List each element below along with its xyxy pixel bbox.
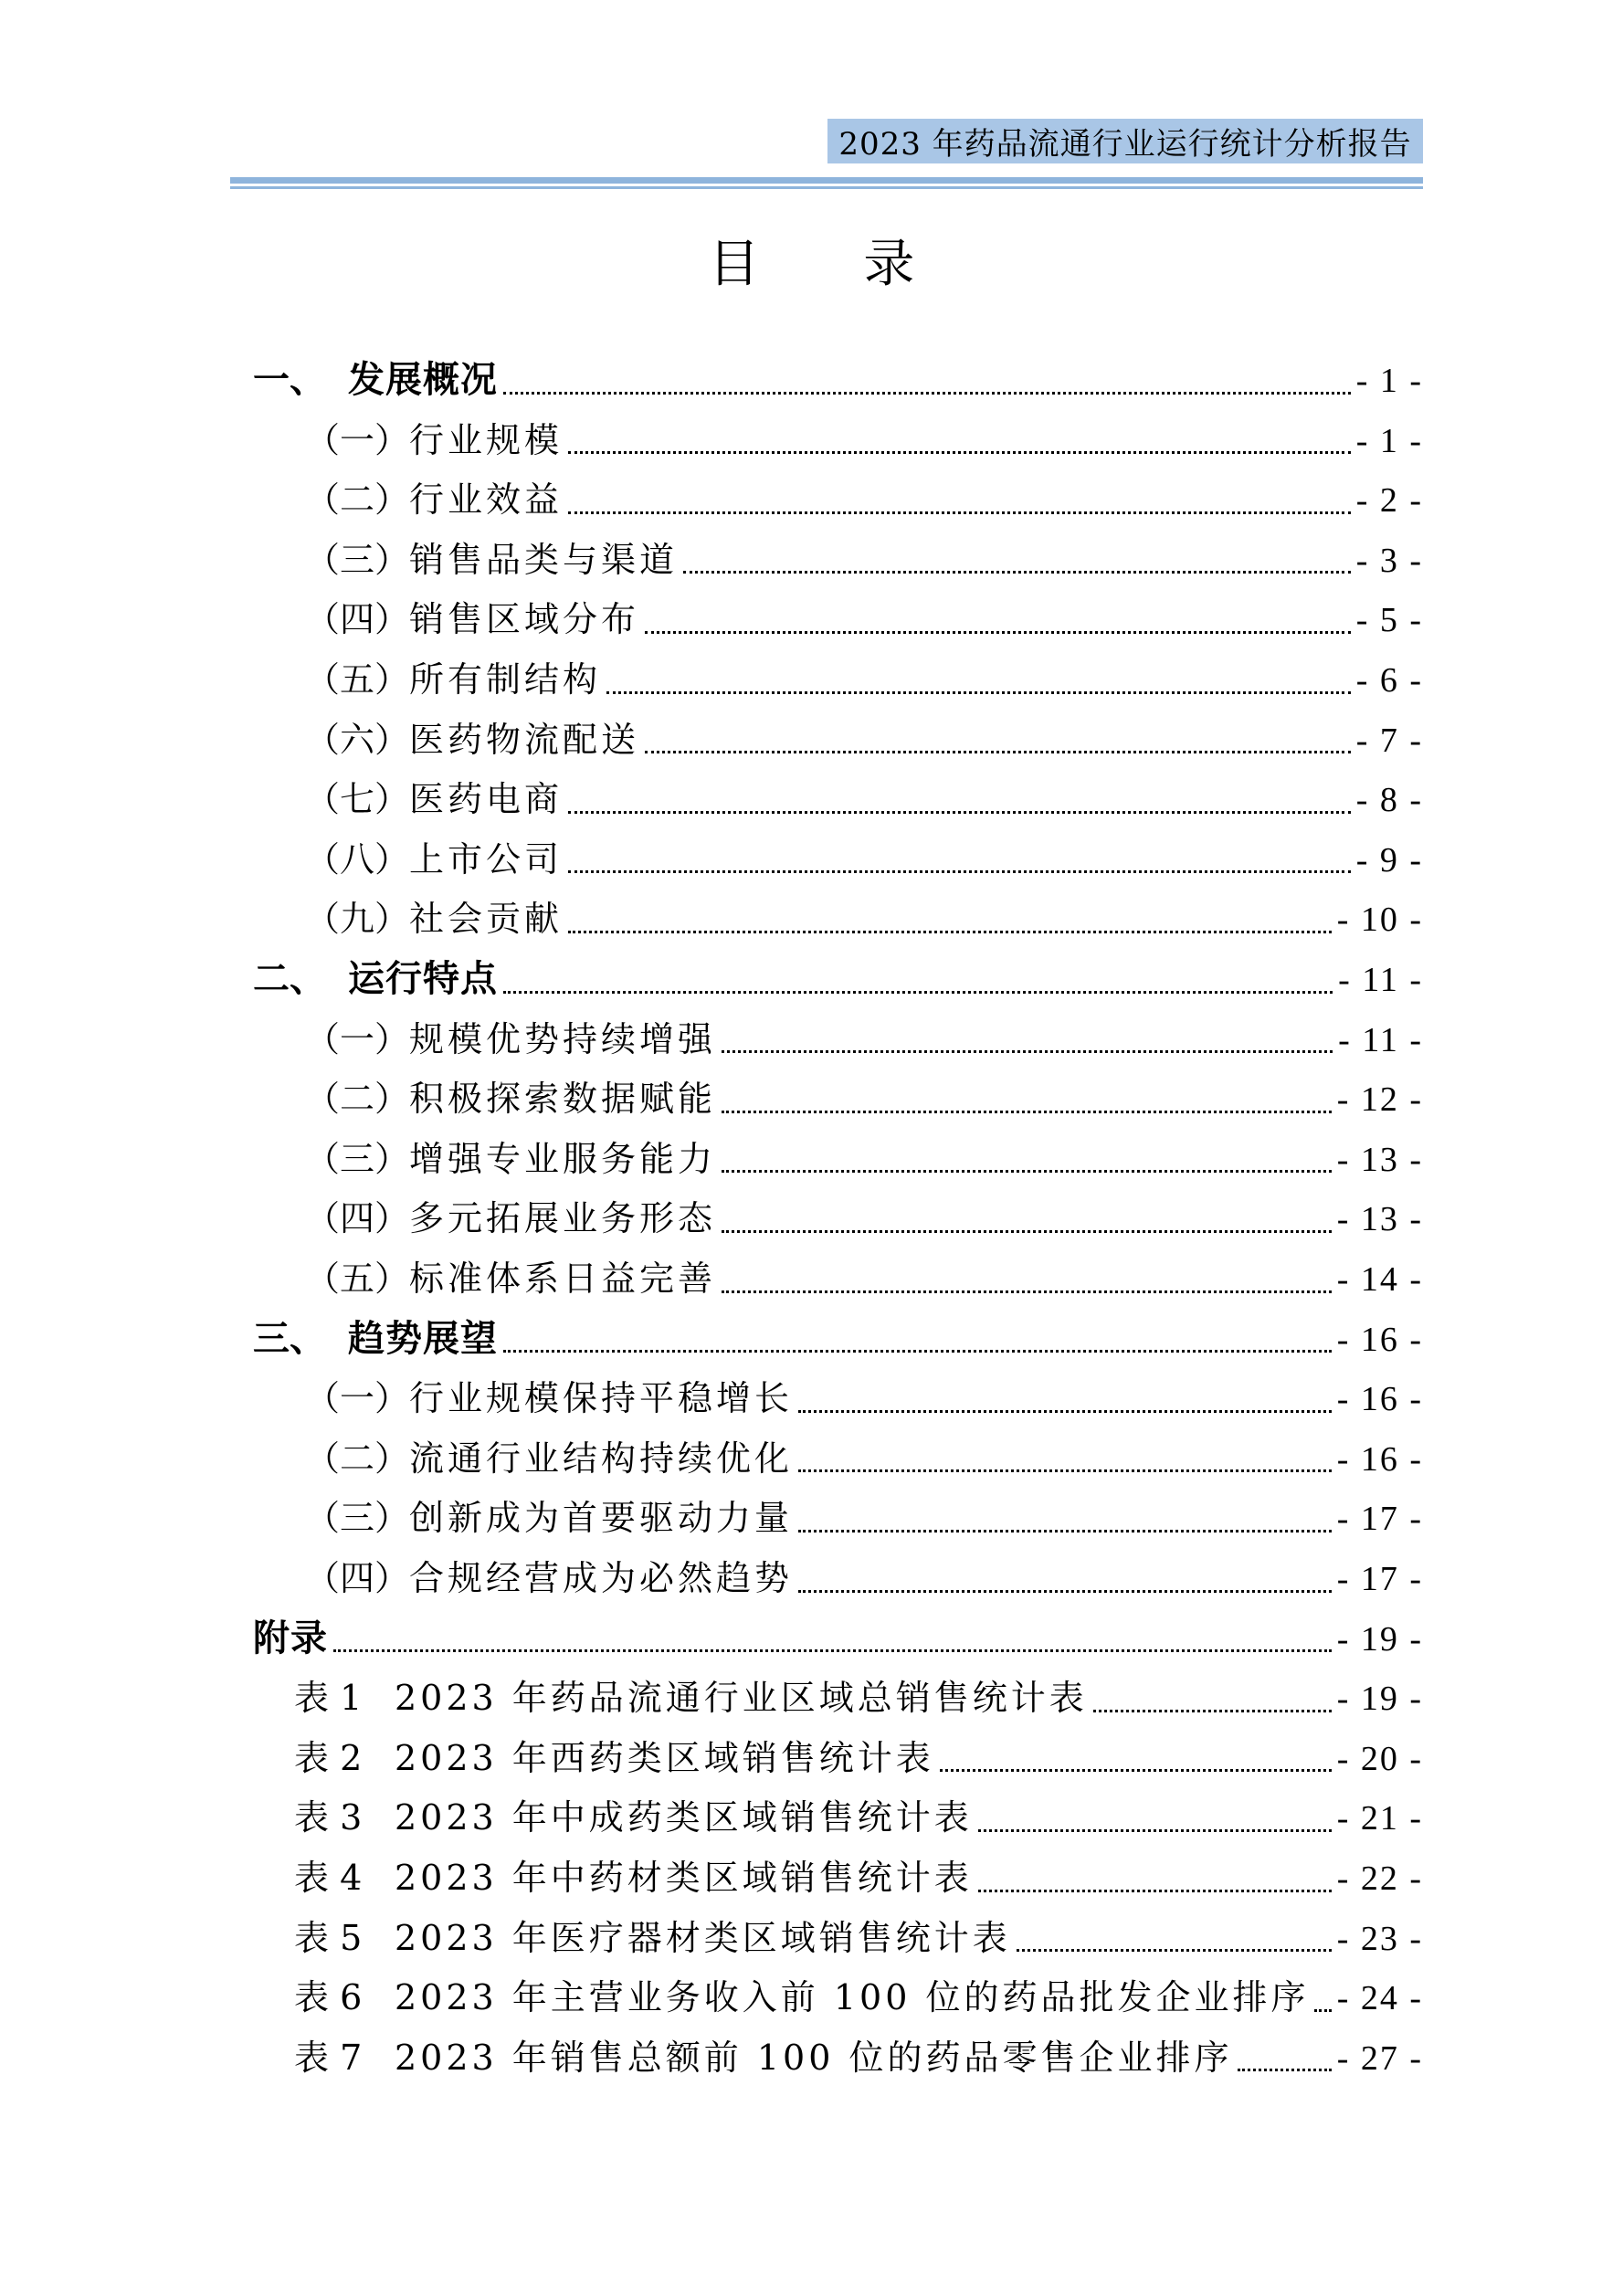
- toc-entry-page: - 17 -: [1336, 1560, 1423, 1598]
- toc-entry-label: 发展概况: [348, 359, 498, 401]
- toc-entry-number: 表 3: [294, 1797, 363, 1838]
- toc-entry-number: 二、: [253, 958, 326, 1000]
- toc-entry-number: （五）: [305, 1259, 410, 1299]
- toc-leader-dots: [978, 1829, 1332, 1832]
- toc-entry[interactable]: [305, 1251, 1423, 1306]
- toc-entry[interactable]: [305, 1490, 1423, 1545]
- toc-entry-number: 表 4: [294, 1858, 363, 1898]
- toc-leader-dots: [503, 392, 1351, 395]
- toc-entry-page: - 12 -: [1336, 1080, 1423, 1120]
- toc-leader-dots: [568, 451, 1351, 454]
- header-rule-thin: [230, 186, 1423, 189]
- toc-leader-dots: [645, 631, 1351, 634]
- toc-entry-page: - 2 -: [1355, 481, 1423, 521]
- toc-leader-dots: [606, 691, 1351, 694]
- toc-entry-number: （一）: [305, 1378, 410, 1419]
- toc-entry-number: （四）: [305, 1558, 410, 1598]
- toc-entry-page: - 16 -: [1336, 1380, 1423, 1419]
- toc-entry[interactable]: [305, 1431, 1423, 1486]
- toc-entry-label: 行业规模保持平稳增长: [409, 1378, 794, 1419]
- toc-entry-label: 医药电商: [409, 779, 564, 820]
- toc-entry-page: - 16 -: [1336, 1439, 1423, 1479]
- toc-leader-dots: [568, 511, 1351, 514]
- toc-leader-dots: [645, 751, 1351, 753]
- toc-entry-label: 积极探索数据赋能: [409, 1079, 717, 1120]
- toc-entry-label: 规模优势持续增强: [409, 1018, 717, 1059]
- toc-leader-dots: [503, 1350, 1332, 1353]
- toc-entry-page: - 14 -: [1336, 1260, 1423, 1299]
- toc-entry-page: - 11 -: [1338, 1020, 1423, 1059]
- toc-leader-dots: [568, 870, 1351, 873]
- toc-entry-label: 2023 年医疗器材类区域销售统计表: [395, 1917, 1011, 1958]
- toc-title: 目 录: [708, 235, 959, 294]
- toc-entry-number: （八）: [305, 838, 410, 879]
- toc-entry[interactable]: [294, 1670, 1423, 1725]
- toc-leader-dots: [940, 1769, 1332, 1772]
- toc-entry-page: - 21 -: [1336, 1799, 1423, 1838]
- toc-entry-page: - 22 -: [1336, 1859, 1423, 1898]
- toc-leader-dots: [1238, 2069, 1331, 2071]
- toc-entry-label: 行业效益: [409, 479, 564, 521]
- toc-entry-label: 多元拓展业务形态: [409, 1198, 717, 1239]
- toc-entry-label: 社会贡献: [409, 899, 564, 940]
- toc-entry-label: 所有制结构: [409, 659, 602, 700]
- toc-entry-number: （三）: [305, 1498, 410, 1539]
- toc-entry-page: - 6 -: [1355, 661, 1423, 700]
- toc-entry-page: - 7 -: [1355, 721, 1423, 760]
- toc-leader-dots: [798, 1590, 1332, 1593]
- toc-entry-page: - 27 -: [1336, 2038, 1423, 2078]
- toc-entry-label: 2023 年中成药类区域销售统计表: [395, 1797, 973, 1838]
- toc-entry-number: （四）: [305, 1198, 410, 1239]
- toc-entry[interactable]: [305, 1012, 1423, 1067]
- toc-entry-label: 2023 年主营业务收入前 100 位的药品批发企业排序: [395, 1977, 1310, 2018]
- toc-entry-label: 标准体系日益完善: [409, 1259, 717, 1299]
- toc-entry[interactable]: [253, 952, 1423, 1006]
- toc-leader-dots: [722, 1230, 1332, 1233]
- toc-leader-dots: [568, 931, 1332, 933]
- toc-entry-label: 增强专业服务能力: [409, 1138, 717, 1179]
- toc-entry-page: - 24 -: [1336, 1979, 1423, 2018]
- toc-entry-number: （四）: [305, 599, 410, 640]
- toc-leader-dots: [568, 811, 1351, 814]
- toc-entry[interactable]: [294, 1850, 1423, 1905]
- toc-entry[interactable]: [305, 1551, 1423, 1606]
- toc-entry-page: - 16 -: [1336, 1320, 1423, 1359]
- toc-entry[interactable]: [305, 413, 1423, 468]
- toc-entry-number: 表 1: [294, 1678, 363, 1719]
- toc-entry[interactable]: [294, 2030, 1423, 2085]
- toc-entry-label: 附录: [253, 1617, 328, 1659]
- toc-entry[interactable]: [305, 1132, 1423, 1186]
- toc-entry-label: 趋势展望: [348, 1317, 498, 1360]
- toc-leader-dots: [1017, 1949, 1332, 1952]
- toc-entry-label: 上市公司: [409, 838, 564, 879]
- toc-leader-dots: [722, 1111, 1332, 1113]
- toc-entry-label: 2023 年销售总额前 100 位的药品零售企业排序: [395, 2037, 1233, 2078]
- toc-entry-label: 2023 年药品流通行业区域总销售统计表: [395, 1678, 1088, 1719]
- toc-entry-number: （三）: [305, 539, 410, 580]
- toc-entry[interactable]: [305, 592, 1423, 647]
- toc-entry[interactable]: [305, 1071, 1423, 1126]
- toc-entry-number: 表 5: [294, 1917, 363, 1958]
- toc-entry-number: 表 2: [294, 1737, 363, 1778]
- toc-entry-page: - 5 -: [1355, 601, 1423, 640]
- toc-entry-label: 合规经营成为必然趋势: [409, 1558, 794, 1598]
- toc-leader-dots: [722, 1050, 1333, 1053]
- toc-entry-label: 销售区域分布: [409, 599, 640, 640]
- toc-entry-label: 销售品类与渠道: [409, 539, 679, 580]
- toc-leader-dots: [503, 991, 1333, 994]
- toc-entry-number: 表 7: [294, 2037, 363, 2078]
- toc-entry[interactable]: [305, 712, 1423, 767]
- toc-leader-dots: [798, 1469, 1332, 1472]
- toc-entry[interactable]: [253, 1311, 1423, 1366]
- toc-leader-dots: [722, 1170, 1332, 1173]
- toc-entry-page: - 3 -: [1355, 541, 1423, 580]
- toc-entry[interactable]: [305, 472, 1423, 527]
- toc-leader-dots: [683, 571, 1351, 574]
- toc-entry[interactable]: [305, 1371, 1423, 1426]
- toc-entry-number: 表 6: [294, 1977, 363, 2018]
- header-rule-thick: [230, 177, 1423, 184]
- toc-entry[interactable]: [294, 1970, 1423, 2025]
- toc-entry-page: - 20 -: [1336, 1739, 1423, 1778]
- toc-entry-number: 一、: [253, 359, 326, 401]
- toc-entry-number: （六）: [305, 719, 410, 760]
- toc-entry-number: （一）: [305, 419, 410, 460]
- toc-leader-dots: [1314, 2009, 1331, 2012]
- toc-entry-number: （三）: [305, 1138, 410, 1179]
- toc-entry-page: - 9 -: [1355, 840, 1423, 879]
- toc-entry-number: （一）: [305, 1018, 410, 1059]
- running-header: 2023 年药品流通行业运行统计分析报告: [827, 119, 1423, 163]
- toc-entry[interactable]: [294, 1911, 1423, 1965]
- toc-entry-page: - 11 -: [1338, 961, 1423, 999]
- toc-entry-label: 2023 年中药材类区域销售统计表: [395, 1858, 973, 1898]
- toc-leader-dots: [333, 1649, 1332, 1652]
- toc-entry-label: 创新成为首要驱动力量: [409, 1498, 794, 1539]
- toc-entry-number: （九）: [305, 899, 410, 940]
- toc-entry[interactable]: [305, 532, 1423, 587]
- toc-entry-number: （二）: [305, 1438, 410, 1479]
- toc-entry-page: - 19 -: [1336, 1680, 1423, 1719]
- toc-entry-number: 三、: [253, 1317, 326, 1360]
- toc-leader-dots: [798, 1410, 1332, 1413]
- toc-entry[interactable]: [305, 772, 1423, 827]
- toc-entry[interactable]: [253, 1611, 1423, 1666]
- toc-leader-dots: [978, 1890, 1332, 1892]
- toc-entry[interactable]: [305, 891, 1423, 946]
- toc-entry-page: - 1 -: [1355, 421, 1423, 460]
- toc-entry-page: - 13 -: [1336, 1140, 1423, 1179]
- toc-entry-number: （二）: [305, 479, 410, 521]
- toc-entry-page: - 13 -: [1336, 1200, 1423, 1239]
- toc-leader-dots: [1093, 1710, 1332, 1712]
- toc-entry-page: - 1 -: [1355, 362, 1423, 400]
- toc-entry-label: 行业规模: [409, 419, 564, 460]
- toc-entry-label: 流通行业结构持续优化: [409, 1438, 794, 1479]
- toc-entry-page: - 17 -: [1336, 1500, 1423, 1539]
- toc-leader-dots: [798, 1530, 1332, 1532]
- toc-leader-dots: [722, 1290, 1332, 1293]
- toc-entry[interactable]: [294, 1790, 1423, 1845]
- toc-entry[interactable]: [294, 1731, 1423, 1785]
- toc-entry-label: 2023 年西药类区域销售统计表: [395, 1737, 934, 1778]
- toc-entry[interactable]: [305, 1191, 1423, 1246]
- toc-entry-page: - 10 -: [1336, 900, 1423, 940]
- toc-entry-label: 医药物流配送: [409, 719, 640, 760]
- toc-entry-number: （七）: [305, 779, 410, 820]
- toc-entry[interactable]: [253, 353, 1423, 407]
- toc-entry[interactable]: [305, 832, 1423, 887]
- toc-entry-label: 运行特点: [348, 958, 498, 1000]
- toc-entry-page: - 23 -: [1336, 1919, 1423, 1958]
- toc-entry-page: - 19 -: [1336, 1619, 1423, 1659]
- toc-entry-number: （五）: [305, 659, 410, 700]
- toc-entry-number: （二）: [305, 1079, 410, 1120]
- toc-entry-page: - 8 -: [1355, 781, 1423, 820]
- toc-entry[interactable]: [305, 652, 1423, 707]
